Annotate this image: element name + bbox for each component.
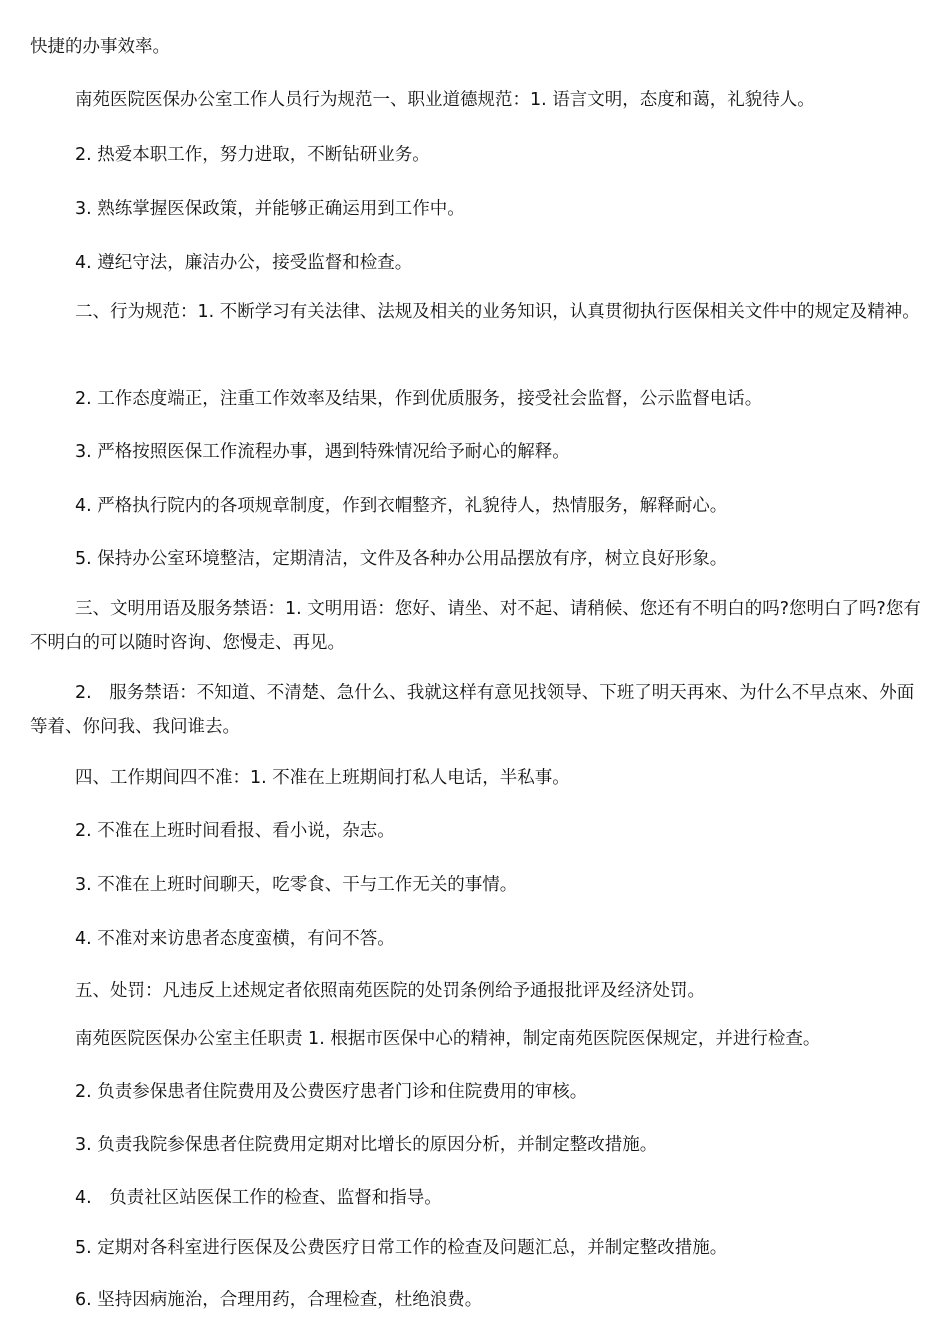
- paragraph-9: 5. 保持办公室环境整洁，定期清洁，文件及各种办公用品摆放有序，树立良好形象。: [75, 549, 728, 569]
- paragraph-7: 3. 严格按照医保工作流程办事，遇到特殊情况给予耐心的解释。: [75, 442, 570, 462]
- paragraph-14: 3. 不准在上班时间聊天，吃零食、干与工作无关的事情。: [75, 875, 518, 895]
- paragraph-6: 2. 工作态度端正，注重工作效率及结果，作到优质服务，接受社会监督，公示监督电话。: [75, 389, 763, 409]
- paragraph-3: 3. 熟练掌握医保政策，并能够正确运用到工作中。: [75, 199, 465, 219]
- paragraph-20: 4. 负责社区站医保工作的检查、监督和指导。: [75, 1188, 442, 1208]
- paragraph-16: 五、处罚：凡违反上述规定者依照南苑医院的处罚条例给予通报批评及经济处罚。: [75, 981, 705, 1001]
- paragraph-10: 三、文明用语及服务禁语：1. 文明用语：您好、请坐、对不起、请稍候、您还有不明白的吗?您明白了吗?您有不明白的可以随时咨询、您慢走、再见。: [30, 599, 921, 653]
- paragraph-8: 4. 严格执行院内的各项规章制度，作到衣帽整齐，礼貌待人，热情服务，解释耐心。: [75, 496, 728, 516]
- paragraph-21: 5. 定期对各科室进行医保及公费医疗日常工作的检查及问题汇总，并制定整改措施。: [75, 1238, 728, 1258]
- paragraph-15: 4. 不准对来访患者态度蛮横，有问不答。: [75, 929, 395, 949]
- paragraph-19: 3. 负责我院参保患者住院费用定期对比增长的原因分析，并制定整改措施。: [75, 1135, 658, 1155]
- paragraph-4: 4. 遵纪守法，廉洁办公，接受监督和检查。: [75, 253, 413, 273]
- paragraph-18: 2. 负责参保患者住院费用及公费医疗患者门诊和住院费用的审核。: [75, 1082, 588, 1102]
- paragraph-13: 2. 不准在上班时间看报、看小说，杂志。: [75, 821, 395, 841]
- paragraph-2: 2. 热爱本职工作，努力进取，不断钻研业务。: [75, 145, 430, 165]
- paragraph-5: 二、行为规范：1. 不断学习有关法律、法规及相关的业务知识，认真贯彻执行医保相关文件中的规定及精神。: [75, 302, 920, 322]
- paragraph-11: 2. 服务禁语：不知道、不清楚、急什么、我就这样有意见找领导、下班了明天再來、为什么不早点來、外面等着、你问我、我问谁去。: [30, 683, 915, 737]
- paragraph-1: 南苑医院医保办公室工作人员行为规范一、职业道德规范：1. 语言文明，态度和蔼，礼貌待人。: [75, 90, 815, 110]
- paragraph-22: 6. 坚持因病施治，合理用药，合理检查，杜绝浪费。: [75, 1290, 483, 1310]
- paragraph-12: 四、工作期间四不准：1. 不准在上班期间打私人电话，半私事。: [75, 768, 570, 788]
- paragraph-17: 南苑医院医保办公室主任职责 1. 根据市医保中心的精神，制定南苑医院医保规定，并进行检查。: [75, 1029, 821, 1049]
- paragraph-0: 快捷的办事效率。: [30, 37, 170, 57]
